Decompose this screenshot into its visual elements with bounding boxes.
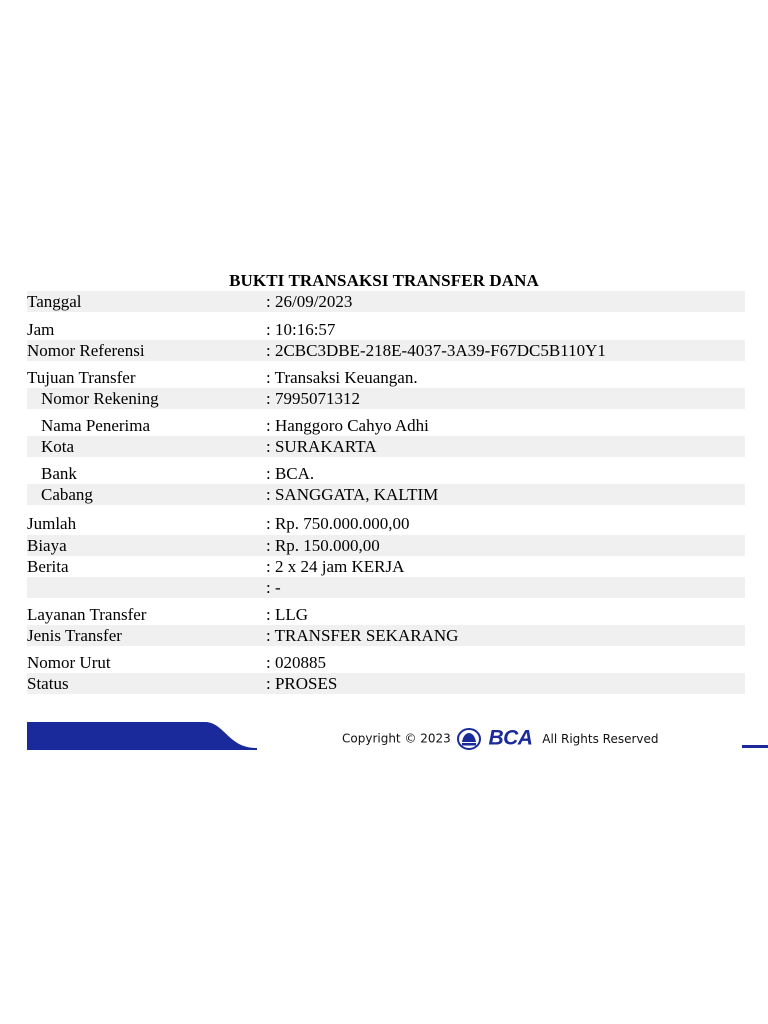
row-value: : BCA. [266,464,315,483]
row-label: Biaya [27,536,67,555]
row-label: Jam [27,320,55,339]
row-value: : LLG [266,605,309,624]
copyright-prefix: Copyright © 2023 [342,731,451,746]
row-label: Kota [41,437,75,456]
detail-row-kota [27,436,745,457]
row-value: : SANGGATA, KALTIM [266,485,439,504]
detail-row-cabang [27,484,745,505]
footer-band-left [27,722,257,750]
row-label: Cabang [41,485,93,504]
row-label: Layanan Transfer [27,605,147,624]
row-label: Bank [41,464,77,483]
row-value: : 2CBC3DBE-218E-4037-3A39-F67DC5B110Y1 [266,341,606,360]
row-label: Status [27,674,69,693]
row-value: : 10:16:57 [266,320,336,339]
row-value: : Rp. 150.000,00 [266,536,380,555]
row-label: Tujuan Transfer [27,368,136,387]
row-label: Nomor Referensi [27,341,145,360]
detail-row-nama-penerima [27,415,745,436]
row-label: Jenis Transfer [27,626,122,645]
row-value: : 020885 [266,653,326,672]
row-label: Tanggal [27,292,82,311]
row-value: : Rp. 750.000.000,00 [266,514,410,533]
row-value: : 26/09/2023 [266,292,353,311]
row-label: Nama Penerima [41,416,151,435]
row-value: : 2 x 24 jam KERJA [266,557,405,576]
detail-row-jumlah [27,513,745,534]
row-value: : Transaksi Keuangan. [266,368,418,387]
row-value: : PROSES [266,674,338,693]
detail-row-biaya [27,535,745,556]
row-value: : TRANSFER SEKARANG [266,626,459,645]
copyright-line [342,727,659,749]
detail-row-nomor-referensi [27,340,745,361]
copyright-suffix: All Rights Reserved [542,731,659,746]
detail-row-bank [27,463,745,484]
detail-row-tujuan-transfer [27,367,745,388]
row-label: Jumlah [27,514,77,533]
row-value: : Hanggoro Cahyo Adhi [266,416,429,435]
detail-row-tanggal [27,291,745,312]
bca-logo-icon [457,728,481,750]
detail-row-nomor-rekening [27,388,745,409]
detail-row-nomor-urut [27,652,745,673]
detail-row-jam [27,319,745,340]
row-value: : - [266,578,281,597]
row-value: : SURAKARTA [266,437,377,456]
detail-row-layanan-transfer [27,604,745,625]
brand-name: BCA [488,726,533,750]
row-label: Nomor Urut [27,653,111,672]
document-title: BUKTI TRANSAKSI TRANSFER DANA [229,271,539,290]
row-label: Nomor Rekening [41,389,159,408]
detail-row-jenis-transfer [27,625,745,646]
detail-row-berita-extra [27,577,745,598]
detail-row-berita [27,556,745,577]
detail-row-status [27,673,745,694]
row-value: : 7995071312 [266,389,360,408]
row-label: Berita [27,557,69,576]
footer-band-right [742,745,768,748]
